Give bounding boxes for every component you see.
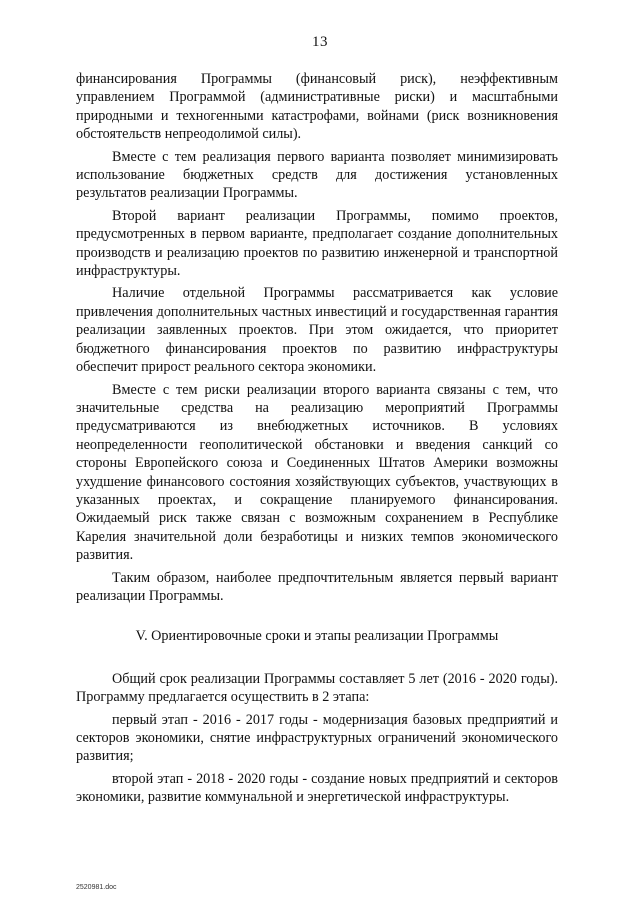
paragraph: Таким образом, наиболее предпочтительным является первый вариант реализации Программы.	[76, 569, 558, 604]
section-heading: V. Ориентировочные сроки и этапы реализации Программы	[135, 628, 499, 645]
paragraph: Общий срок реализации Программы составляет 5 лет (2016 - 2020 годы). Программу предлагается осуществить в 2 этапа:	[76, 670, 558, 706]
footer-filename: 2520981.doc	[76, 884, 117, 891]
paragraph: Наличие отдельной Программы рассматривается как условие привлечения дополнительных частных инвестиций и государственная гарантия реализации заявленных проектов. При этом ожидается, что приоритет бюджетного финансирования проектов по развитию инфраструктуры обеспечит прирост реального сектора экономики.	[76, 285, 558, 376]
paragraph: Второй вариант реализации Программы, помимо проектов, предусмотренных в первом варианте, предполагает создание дополнительных производств и реализацию проектов по развитию инженерной и транспортной инфраструктуры.	[76, 207, 558, 280]
paragraph: второй этап - 2018 - 2020 годы - создание новых предприятий и секторов экономики, развитие коммунальной и энергетической инфраструктуры.	[76, 770, 558, 806]
paragraph-continuation: финансирования Программы (финансовый риск), неэффективным управлением Программой (административные риски) и масштабными природными и техногенными катастрофами, войнами (риск возникновения обстоятельств непреодолимой силы).	[76, 71, 558, 143]
paragraph: Вместе с тем риски реализации второго варианта связаны с тем, что значительные средства на реализацию мероприятий Программы предусматриваются из внебюджетных источников. В условиях неопределенности геополитической обстановки и введения санкций со стороны Европейского союза и Соединенных Штатов Америки возможны ухудшение финансового состояния хозяйствующих субъектов, участвующих в указанных проектах, и сокращение планируемого финансирования. Ожидаемый риск также связан с возможным сохранением в Республике Карелия значительной доли безработицы и низких темпов экономического развития.	[76, 381, 558, 564]
document-body	[76, 70, 558, 811]
paragraph: первый этап - 2016 - 2017 годы - модернизация базовых предприятий и секторов экономики, снятие инфраструктурных ограничений экономического развития;	[76, 711, 558, 765]
paragraph: Вместе с тем реализация первого варианта позволяет минимизировать использование бюджетных средств для достижения установленных результатов реализации Программы.	[76, 148, 558, 202]
page-number: 13	[312, 34, 328, 50]
